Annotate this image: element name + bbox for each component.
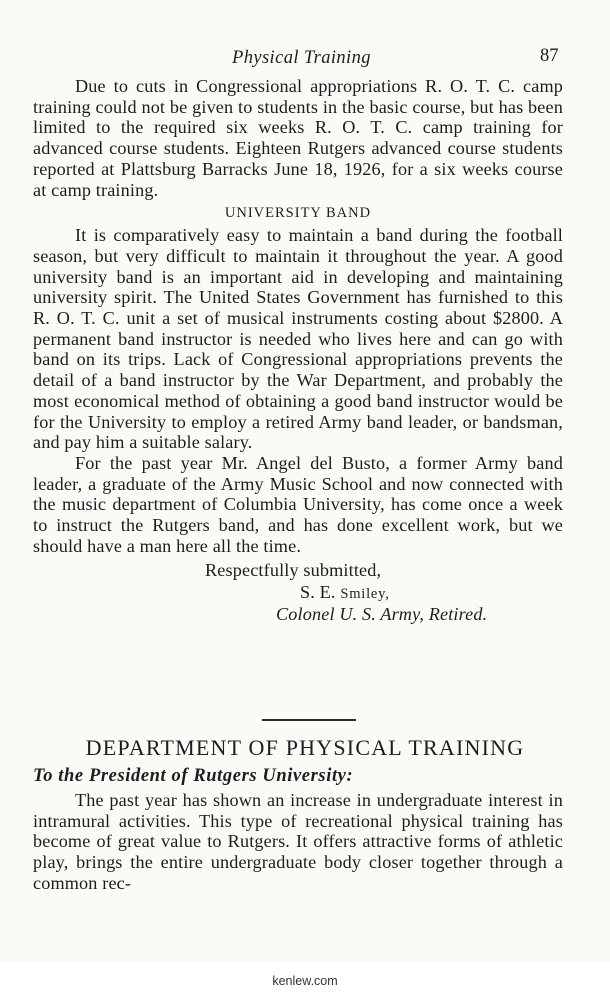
signer-initials: S. E. <box>300 582 336 603</box>
signer-name <box>300 582 390 605</box>
signer-rank: Colonel U. S. Army, Retired. <box>276 604 488 625</box>
rotc-camp-paragraph: Due to cuts in Congressional appropriations R. O. T. C. camp training could not be given to students in the basic course, but has been limited to the required six weeks R. O. T. C. camp training for advanced course students. Eighteen Rutgers advanced course students reported at Plattsburg Barracks June 18, 1926, for a six weeks course at camp training. <box>33 76 563 200</box>
department-text-block <box>33 790 563 894</box>
department-paragraph-1: The past year has shown an increase in undergraduate interest in intramural activities. This type of recreational physical training has become of great value to Rutgers. It offers attractive forms of athletic play, brings the entire undergraduate body closer together through a common rec- <box>33 790 563 893</box>
source-label: kenlew.com <box>272 974 338 988</box>
band-paragraph-1: It is comparatively easy to maintain a band during the football season, but very difficult to maintain it throughout the year. A good university band is an important aid in developing and maintaining university spirit. The United States Government has furnished to this R. O. T. C. unit a set of musical instruments costing about $2800. A permanent band instructor is needed who lives here and can go with band on its trips. Lack of Congressional appropriations prevents the detail of a band instructor by the War Department, and probably the most economical method of obtaining a good band instructor would be for the University to employ a retired Army band leader, or bandsman, and pay him a suitable salary. <box>33 225 563 453</box>
university-band-heading: UNIVERSITY BAND <box>224 205 372 222</box>
closing-submitted: Respectfully submitted, <box>205 560 382 581</box>
page-footer <box>0 962 610 1000</box>
running-title: Physical Training <box>232 48 371 68</box>
main-text-block <box>33 76 563 626</box>
band-paragraph-2: For the past year Mr. Angel del Busto, a former Army band leader, a graduate of the Army Music School and now connected with the music department of Columbia University, has come once a week to instruct the Rutgers band, and has done excellent work, but we should have a man here all the time. <box>33 452 563 556</box>
section-divider <box>262 719 356 721</box>
page-number: 87 <box>540 46 559 66</box>
department-heading: DEPARTMENT OF PHYSICAL TRAINING <box>85 735 525 760</box>
salutation: To the President of Rutgers University: <box>33 766 354 786</box>
signer-surname: Smiley, <box>340 586 390 603</box>
closing-signature-block <box>33 556 563 626</box>
page-header <box>0 44 610 74</box>
